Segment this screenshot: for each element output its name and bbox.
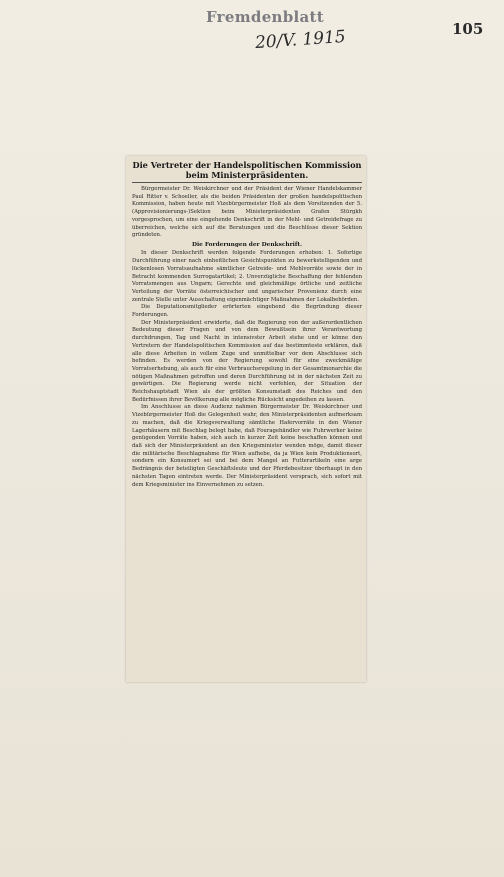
- article-title-line-1: Die Vertreter der Handelspolitischen Kommission: [132, 160, 362, 170]
- newspaper-name-stamp: Fremdenblatt: [206, 8, 325, 26]
- article-paragraph-4: Der Ministerpräsident erwiderte, daß die Regierung von der außerordentlichen Bedeutung dieser Fragen und von dem Bewußtsein ihrer Verantwortung durchdrungen, Tag und Nacht in intensivster Arbeit stehe und er könne den Vertretern der Handelspolitischen Kommission auf das bestimmteste erklären, daß alle diese Arbeiten in vollem Zuge und unmittelbar vor dem Abschlusse sich befinden. Es werden von der Regierung sowohl für eine zweckmäßige Vorratserhebung, als auch für eine Verbrauchsregelung in der Gesamtmonarchie die nötigen Maßnahmen getroffen und deren Durchführung ist in der nächsten Zeit zu gewärtigen. Die Regierung werde nicht verfehlen, der Situation der Reichshauptstadt Wien als der größten Konsumstadt des Reiches und den Bedürfnissen ihrer Bevölkerung alle mögliche Rücksicht angedeihen zu lassen.: [132, 319, 362, 403]
- page-number: 105: [452, 20, 484, 38]
- article-subheading: Die Forderungen der Denkschrift.: [191, 241, 303, 248]
- article-paragraph-2: In dieser Denkschrift werden folgende Forderungen erhoben: 1. Sofortige Durchführung einer nach einheitlichen Gesichtspunkten zu bewerkstelligenden und lückenlosen Vorratsaufnahme sämtlicher Getreide- und Mehlvorräte sowie der in Betracht kommenden Surrogatartikel; 2. Unverzügliche Beschaffung der fehlenden Vorratsmengen aus Ungarn; Gerechte und gleichmäßige örtliche und zeitliche Verteilung der Vorräte österreichischer und ungarischer Provenienz durch eine zentrale Stelle unter Ausschaltung eigenmächtiger Maßnahmen der Lokalbehörden.: [132, 250, 362, 303]
- handwritten-date: 20/V. 1915: [254, 26, 347, 54]
- article-title-line-2: beim Ministerpräsidenten.: [185, 170, 309, 180]
- article-paragraph-1: Bürgermeister Dr. Weiskirchner und der Präsident der Wiener Handelskammer Paul Ritter v. Schoeller, als die beiden Präsidenten der großen handelspolitischen Kommission, haben heute mit Vizebürgermeister Hoß als dem Vorsitzenden der 5. (Approvisionierungs-)Sektion beim Ministerpräsidenten Grafen Stürgkh vorgesprochen, um eine eingehende Denkschrift in der Mehl- und Getreidefrage zu überreichen, welche sich auf die Beratungen und die Beschlüsse dieser Sektion gründeten.: [132, 186, 362, 239]
- article-paragraph-5: Im Anschlusse an diese Audienz nahmen Bürgermeister Dr. Weiskirchner und Vizebürgermeister Hoß die Gelegenheit wahr, den Ministerpräsidenten aufmerksam zu machen, daß die Kriegsverwaltung sämtliche Hafervorräte in den Wiener Lagerhäusern mit Beschlag belegt habe, daß Fouragehändler wie Fuhrwerker keine genügenden Vorräte haben, sich auch in kurzer Zeit keine beschaffen können und daß sich der Ministerpräsident an den Kriegsminister wenden möge, damit dieser die militärische Beschlagnahme für Wien aufhebe, da ja Wien kein Produktionsort, sondern ein Konsumort sei und bei dem Mangel an Futterartikeln eine arge Bedrängnis der beteiligten Geschäftsleute und der Pferdebesitzer überhaupt in den nächsten Tagen eintreten werde. Der Ministerpräsident versprach, sich sofort mit dem Kriegsminister ins Einvernehmen zu setzen.: [132, 404, 362, 488]
- article-paragraph-3: Die Deputationsmitglieder erörterten eingehend die Begründung dieser Forderungen.: [132, 304, 362, 319]
- newspaper-clipping: [126, 156, 366, 682]
- article-body: [132, 186, 362, 489]
- article-title: [132, 160, 362, 183]
